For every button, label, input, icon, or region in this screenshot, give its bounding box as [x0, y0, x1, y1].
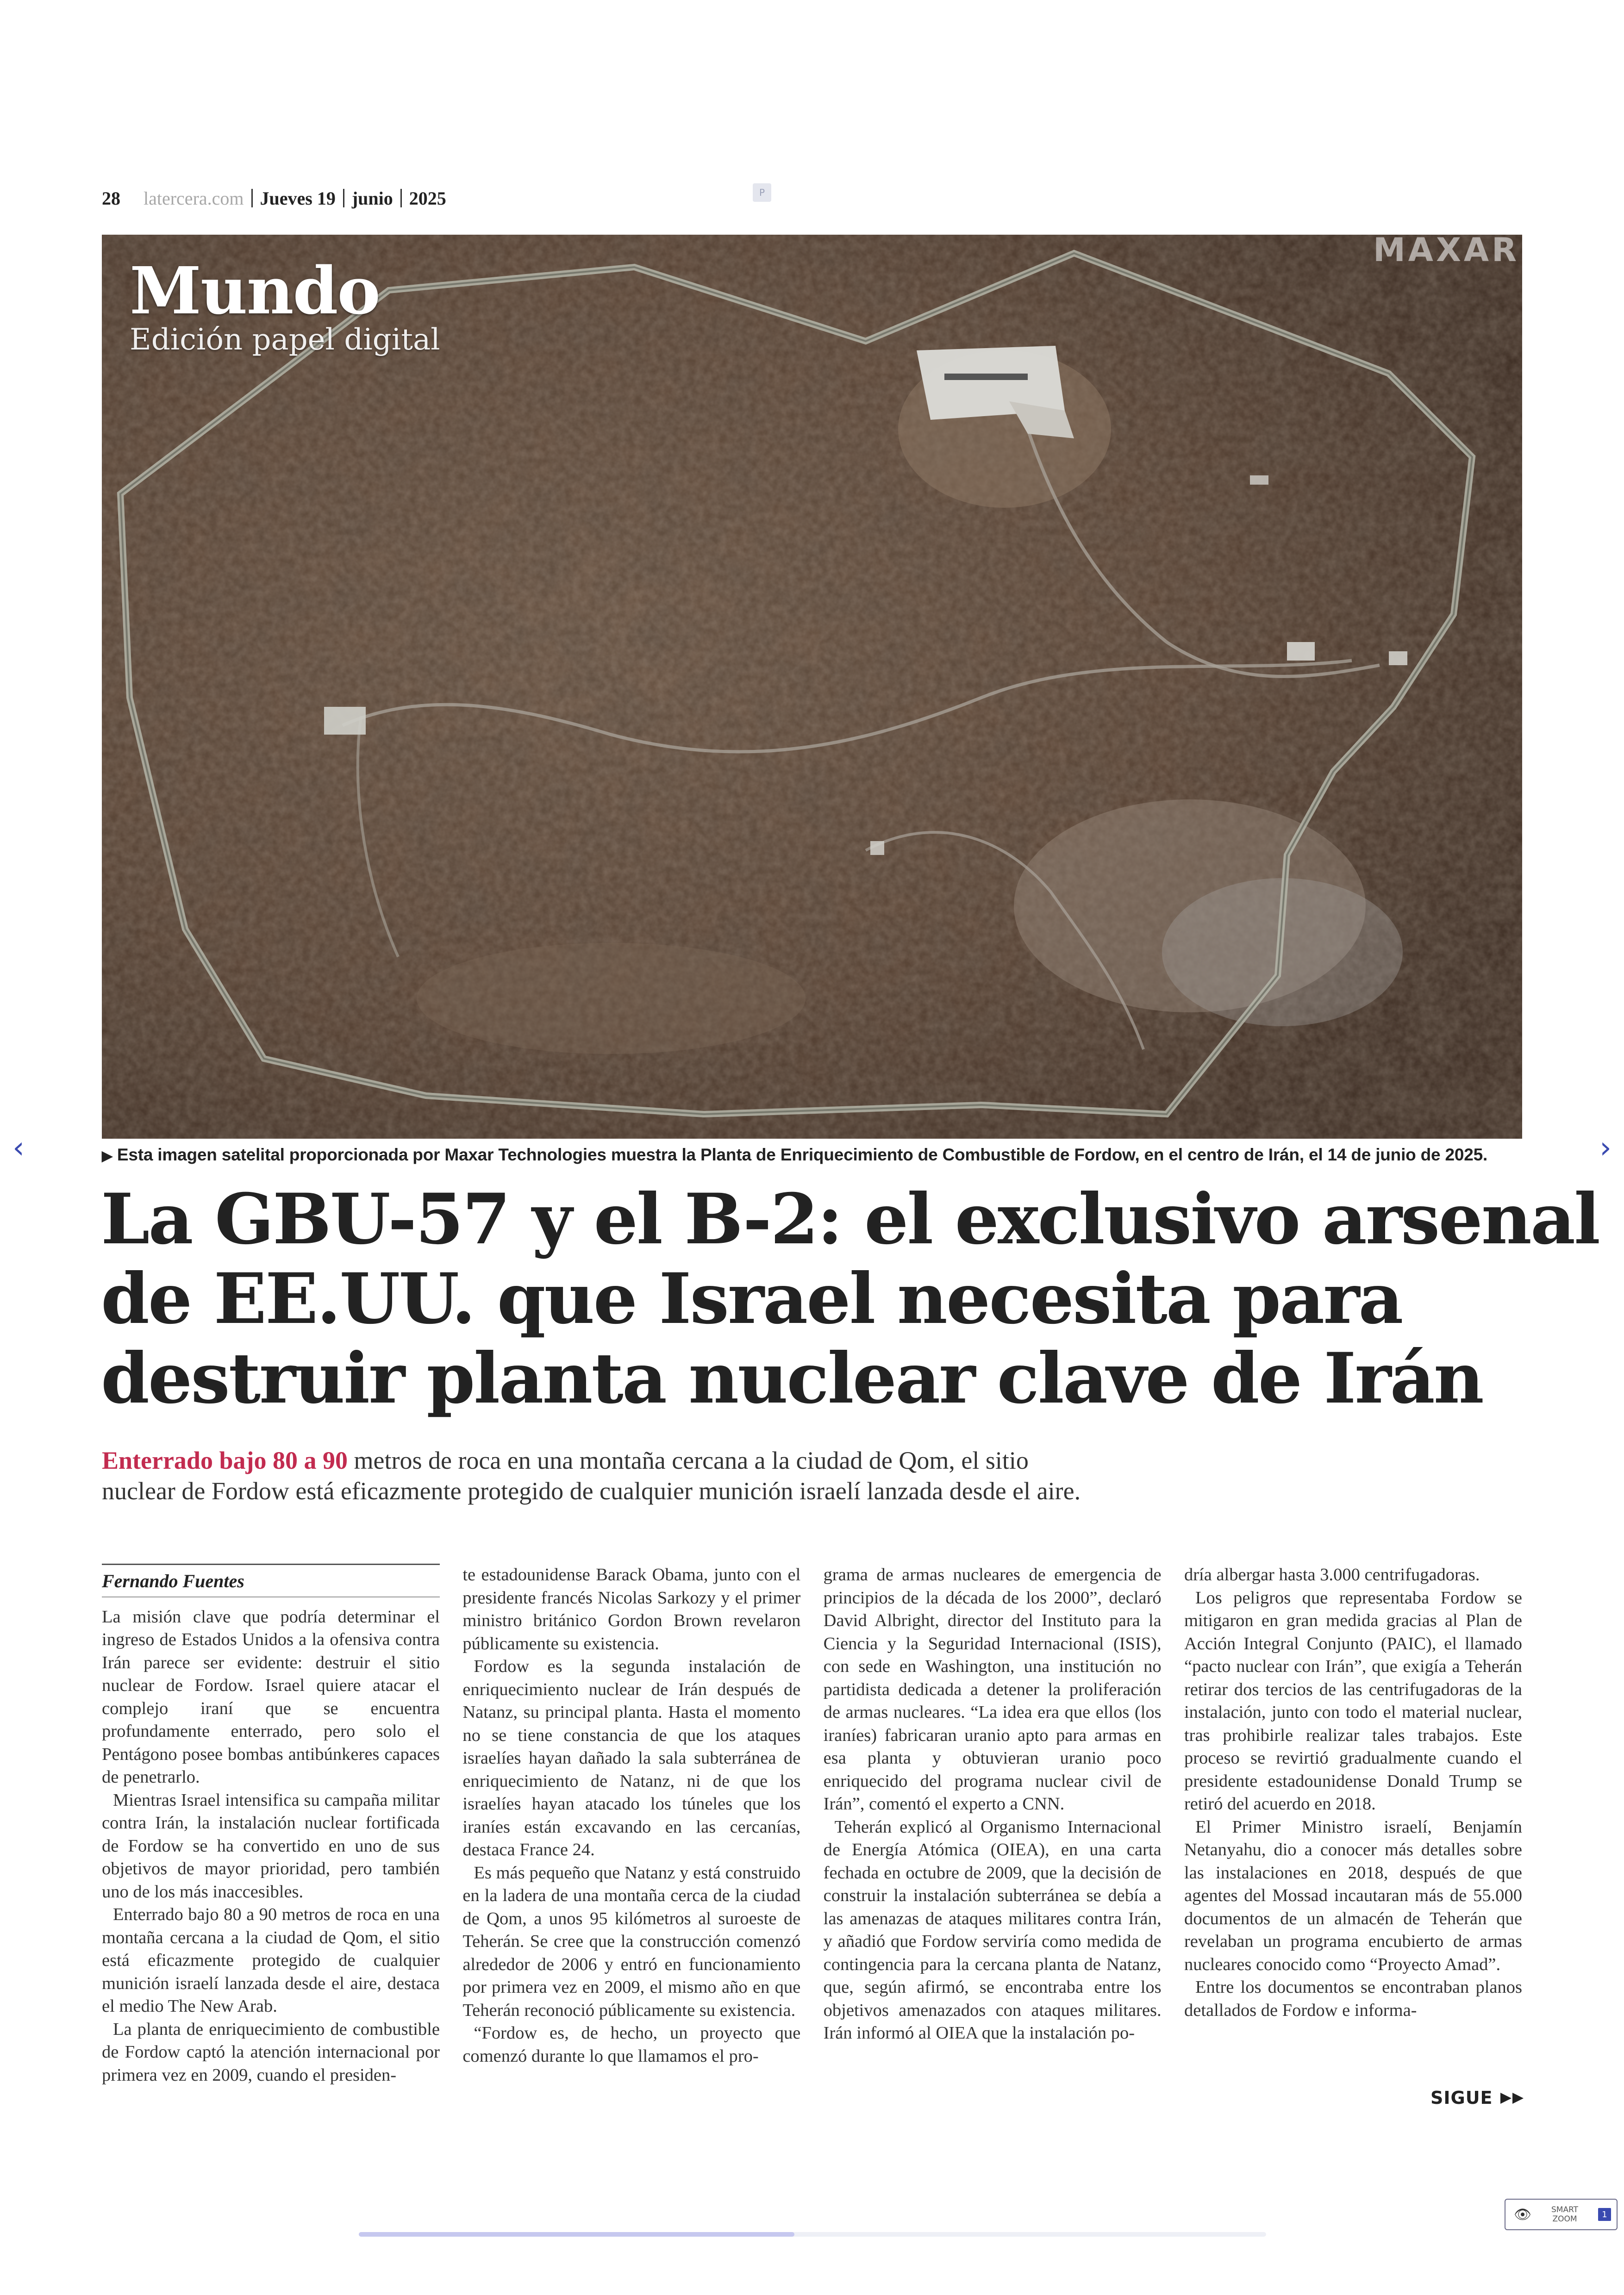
caption-marker-icon: ▶: [102, 1148, 112, 1164]
headline: [101, 1179, 1599, 1419]
column-2: [462, 1564, 800, 2087]
east-facility-building: [1287, 642, 1315, 661]
caption-text: Esta imagen satelital proporcionada por Maxar Technologies muestra la Planta de Enriquecimiento de Combustible de Fordow, en el centro de Irán, el 14 de junio de 2025.: [117, 1145, 1488, 1164]
paragraph: La misión clave que podría determinar el ingreso de Estados Unidos a la ofensiva contra Irán parece ser evidente: destruir el sitio nuclear de Fordow. Israel quiere atacar el complejo iraní que se encuentra profundamente enterrado, pero solo el Pentágono posee bombas antibúnkeres capaces de penetrarlo.: [102, 1607, 440, 1787]
paragraph: Enterrado bajo 80 a 90 metros de roca en una montaña cercana a la ciudad de Qom, el sitio está eficazmente protegido de cualquier munición israelí lanzada desde el aire, destaca el medio The New Arab.: [102, 1905, 440, 2016]
headline-line: destruir planta nuclear clave de Irán: [101, 1338, 1483, 1419]
reading-progress-bar[interactable]: [359, 2232, 1266, 2237]
folio-divider: [343, 189, 344, 207]
satellite-image: [102, 235, 1522, 1139]
headline-line: La GBU-57 y el B-2: el exclusivo arsenal: [101, 1179, 1599, 1260]
article-lead: [102, 1445, 1522, 1506]
paragraph: El Primer Ministro israelí, Benjamín Netanyahu, dio a conocer más detalles sobre las instalaciones en 2018, después de que agentes del Mossad incautaran más de 55.000 documentos de un almacén de Teherán que revelaban un programa encubierto de armas nucleares conocido como “Proyecto Amad”.: [1184, 1817, 1522, 1974]
next-page-icon[interactable]: ›: [1599, 1131, 1612, 1165]
site-name: latercera.com: [144, 187, 244, 209]
paragraph: Es más pequeño que Natanz y está construido en la ladera de una montaña cerca de la ciudad de Qom, a unos 95 kilómetros al suroeste de Teherán. Se cree que la construcción comenzó alrededor de 2006 y entró en funcionamiento por primera vez en 2009, el mismo año en que Teherán reconoció públicamente su existencia.: [462, 1863, 801, 2020]
paragraph: Los peligros que representaba Fordow se mitigaron en gran medida gracias al Plan de Acción Integral Conjunto (PAIC), el llamado “pacto nuclear con Irán”, que exigía a Teherán retirar dos tercios de las centrifugadoras de la instalación, junto con todo el material nuclear, tras prohibirle realizar tales trabajos. Este proceso se revirtió gradualmente cuando el presidente estadounidense Donald Trump se retiró del acuerdo en 2018.: [1184, 1588, 1522, 1814]
paragraph: te estadounidense Barack Obama, junto con el presidente francés Nicolas Sarkozy y el primer ministro británico Gordon Brown revelaron públicamente su existencia.: [462, 1565, 801, 1653]
page-marker-icon[interactable]: P: [753, 183, 771, 202]
satellite-photo: [102, 235, 1522, 1139]
photo-watermark: MAXAR: [1373, 235, 1519, 269]
page-folio: [102, 184, 446, 212]
byline-rule: [102, 1564, 440, 1597]
section-title: Mundo: [130, 253, 380, 329]
smart-zoom-button[interactable]: [1505, 2199, 1618, 2230]
column-3: [824, 1564, 1162, 2087]
reading-progress-fill: [359, 2232, 794, 2237]
smart-zoom-line: SMART: [1551, 2205, 1579, 2214]
lead-text: metros de roca en una montaña cercana a la ciudad de Qom, el sitio: [347, 1447, 1029, 1474]
folio-day: Jueves 19: [260, 187, 336, 209]
folio-divider: [400, 189, 402, 207]
double-play-arrow-icon: [1499, 2092, 1525, 2105]
continue-marker: [1430, 2088, 1525, 2108]
smart-zoom-line: ZOOM: [1552, 2214, 1577, 2224]
folio-divider: [251, 189, 253, 207]
folio-month: junio: [351, 187, 393, 209]
headline-line: de EE.UU. que Israel necesita para: [101, 1258, 1402, 1340]
section-subtitle: Edición papel digital: [130, 323, 440, 357]
zoom-level-badge: 1: [1598, 2208, 1611, 2221]
lead-accent: Enterrado bajo 80 a 90: [102, 1447, 348, 1474]
previous-page-icon[interactable]: ‹: [12, 1131, 25, 1165]
continue-label: SIGUE: [1430, 2088, 1493, 2108]
paragraph: Fordow es la segunda instalación de enriquecimiento nuclear de Irán después de Natanz, su principal planta. Hasta el momento no se tiene constancia de que los ataques israelíes hayan dañado la sala subterránea de enriquecimiento de Natanz, ni de que los israelíes hayan atacado los túneles que los iraníes están excavando en las cercanías, destaca France 24.: [462, 1657, 801, 1859]
byline: Fernando Fuentes: [102, 1571, 244, 1591]
smart-zoom-label: [1551, 2205, 1578, 2224]
paragraph: dría albergar hasta 3.000 centrifugadoras.: [1184, 1565, 1480, 1584]
paragraph: Teherán explicó al Organismo Internacional de Energía Atómica (OIEA), en una carta fechada en octubre de 2009, que la decisión de construir la instalación subterránea se debía a las amenazas de ataques militares contra Irán, y añadió que Fordow serviría como medida de contingencia para la cercana planta de Natanz, que, según afirmó, se encontraba entre los objetivos amenazados con ataques militares. Irán informó al OIEA que la instalación po-: [823, 1817, 1162, 2043]
photo-caption: [102, 1145, 1522, 1165]
paragraph: grama de armas nucleares de emergencia de principios de la década de los 2000”, declaró David Albright, director del Instituto para la Ciencia y la Seguridad Internacional (ISIS), con sede en Washington, una institución no partidista dedicada a detener la proliferación de armas nucleares. “La idea era que ellos (los iraníes) fabricaran uranio apto para armas en esa planta y obtuvieran uranio poco enriquecido del programa nuclear civil de Irán”, comentó el experto a CNN.: [823, 1565, 1162, 1814]
column-1: [102, 1564, 440, 2087]
page-number: 28: [102, 187, 120, 209]
paragraph: Entre los documentos se encontraban planos detallados de Fordow e informa-: [1184, 1977, 1522, 2020]
paragraph: La planta de enriquecimiento de combustible de Fordow captó la atención internacional por primera vez en 2009, cuando el presiden-: [102, 2019, 440, 2085]
column-4: [1184, 1564, 1522, 2087]
article-body: [102, 1564, 1522, 2087]
paragraph: Mientras Israel intensifica su campaña militar contra Irán, la instalación nuclear fortificada de Fordow se ha convertido en uno de sus objetivos de mayor prioridad, pero también uno de los más inaccesibles.: [102, 1790, 440, 1902]
paragraph: “Fordow es, de hecho, un proyecto que comenzó durante lo que llamamos el pro-: [462, 2023, 801, 2066]
west-facility-building: [324, 707, 366, 735]
eye-icon: 👁: [1514, 2206, 1532, 2223]
folio-year: 2025: [409, 187, 446, 209]
lead-text: nuclear de Fordow está eficazmente protegido de cualquier munición israelí lanzada desde el aire.: [102, 1477, 1081, 1505]
